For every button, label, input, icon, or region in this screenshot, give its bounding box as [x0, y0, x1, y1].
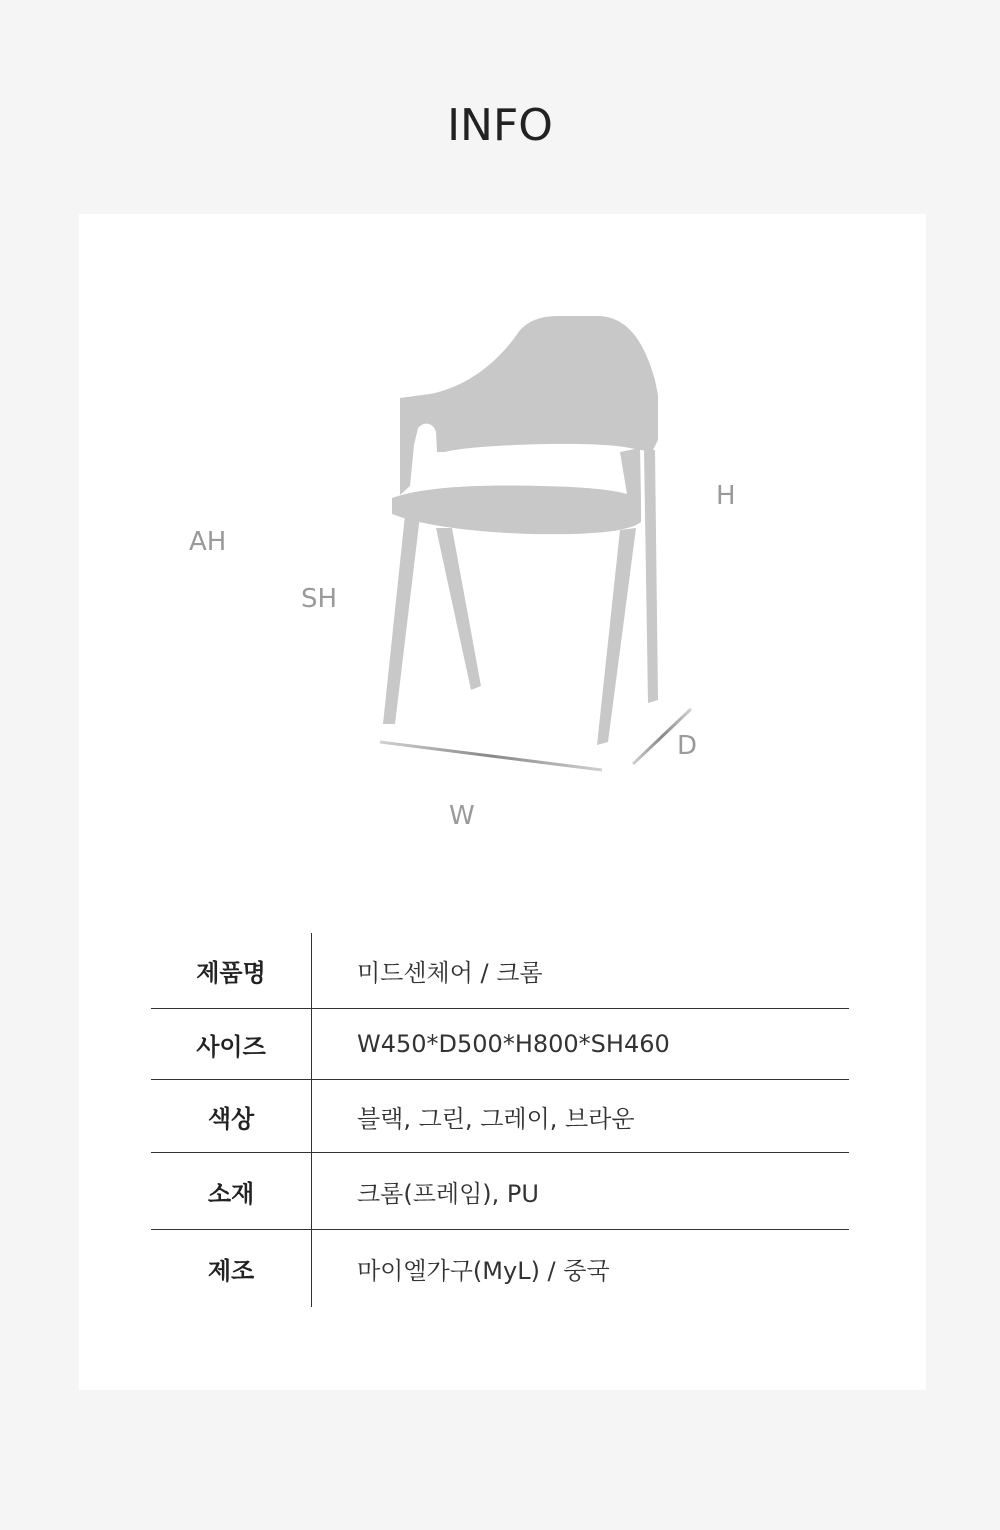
- spec-value: W450*D500*H800*SH460: [357, 1030, 670, 1058]
- page-title: INFO: [447, 100, 553, 151]
- spec-value: 블랙, 그린, 그레이, 브라운: [357, 1104, 635, 1133]
- spec-label: 소재: [151, 1153, 312, 1229]
- spec-value: 크롬(프레임), PU: [357, 1179, 539, 1208]
- sh-label: SH: [301, 584, 338, 614]
- spec-value: 미드센체어 / 크롬: [357, 959, 543, 987]
- spec-row-size: [151, 1009, 849, 1080]
- spec-table: [151, 933, 849, 1307]
- w-label: W: [449, 801, 475, 831]
- spec-row-material: [151, 1153, 849, 1230]
- ah-label: AH: [189, 527, 227, 557]
- spec-value: 마이엘가구(MyL) / 중국: [357, 1257, 610, 1285]
- spec-row-manufacturer: [151, 1230, 849, 1307]
- spec-label: 사이즈: [151, 1009, 312, 1079]
- spec-row-product-name: [151, 933, 849, 1009]
- spec-label: 제조: [151, 1230, 312, 1307]
- chair-silhouette: [383, 316, 658, 745]
- spec-label: 제품명: [151, 933, 312, 1008]
- w-dimension-line: [380, 742, 602, 770]
- spec-row-color: [151, 1080, 849, 1153]
- h-label: H: [716, 481, 736, 511]
- d-label: D: [677, 731, 698, 761]
- spec-label: 색상: [151, 1080, 312, 1152]
